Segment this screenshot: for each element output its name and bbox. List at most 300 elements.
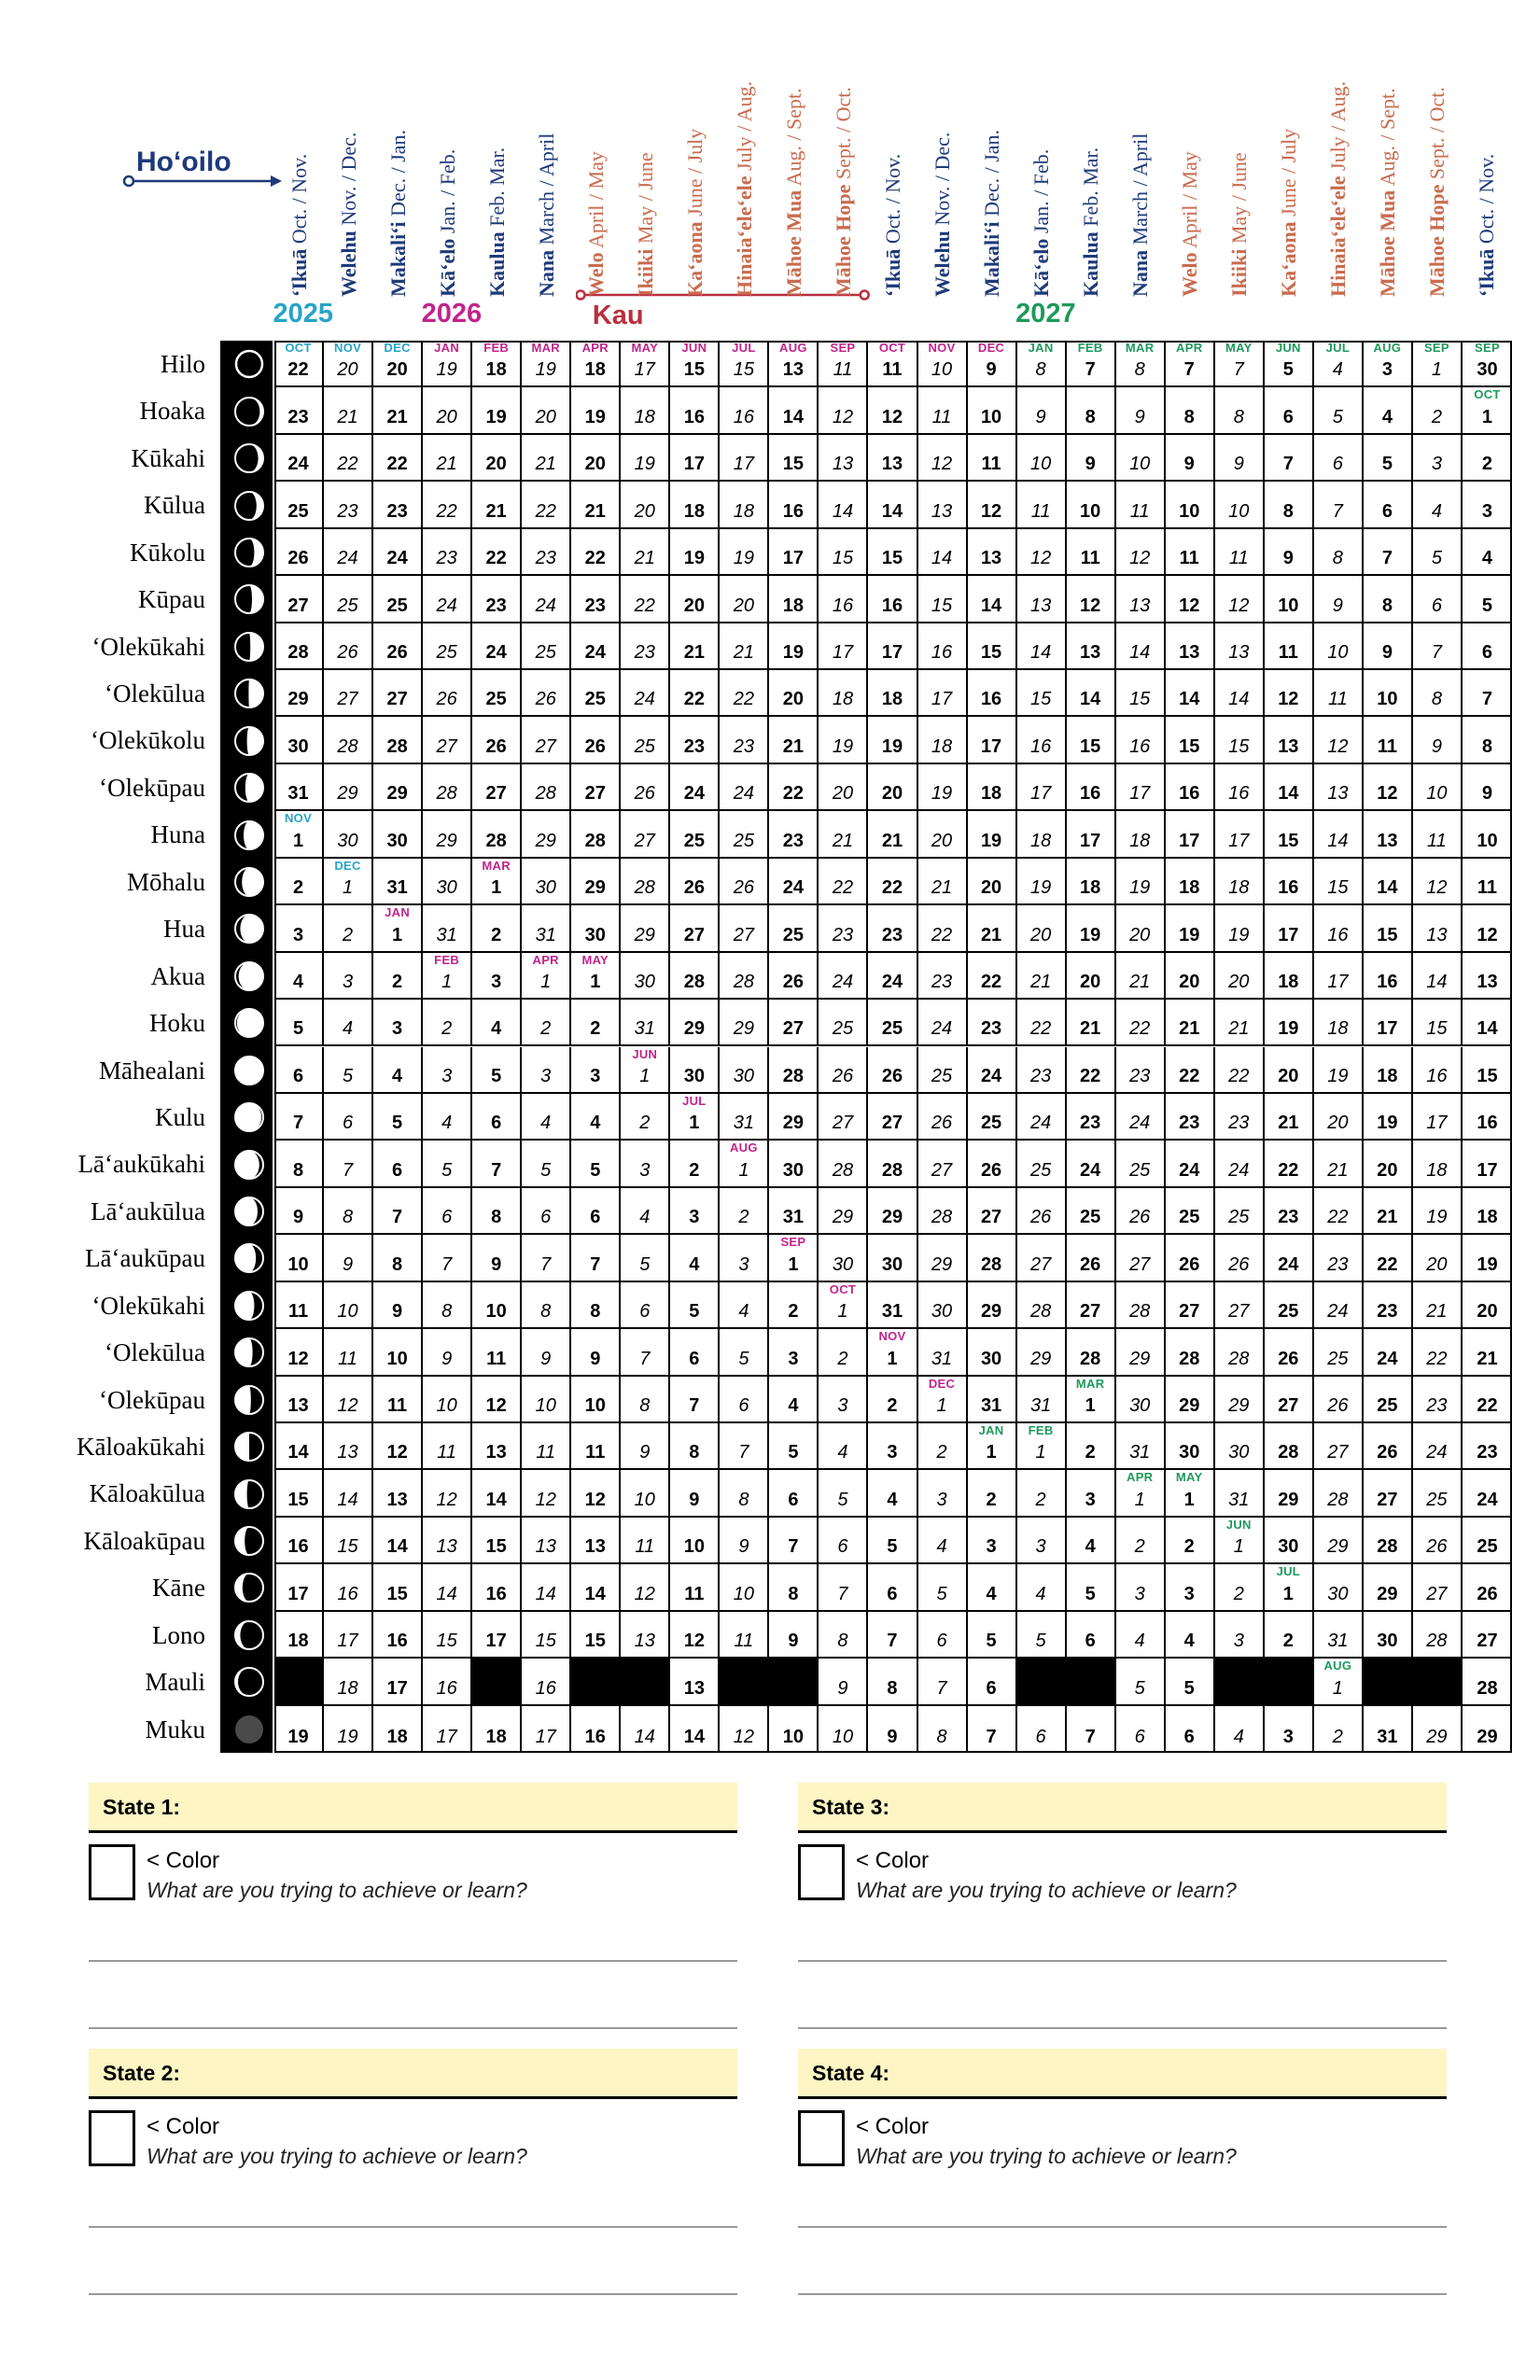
day-number: 17 xyxy=(733,454,754,475)
day-number: 20 xyxy=(683,595,705,616)
day-number: 8 xyxy=(639,1394,651,1416)
day-number: 14 xyxy=(881,500,903,522)
date-cell xyxy=(1265,1423,1314,1470)
date-cell xyxy=(472,1612,522,1659)
month-marker: NOV xyxy=(334,341,362,355)
date-cell xyxy=(1314,341,1364,387)
day-number: 11 xyxy=(1080,548,1100,569)
date-cell xyxy=(274,1377,324,1423)
date-cell xyxy=(1364,1706,1413,1753)
day-number: 29 xyxy=(683,1018,705,1040)
day-number: 24 xyxy=(1426,1442,1448,1463)
day-number: 12 xyxy=(931,454,953,475)
day-number: 22 xyxy=(733,689,754,710)
day-number: 7 xyxy=(1282,454,1294,475)
day-number: 10 xyxy=(287,1253,309,1275)
moon-calendar xyxy=(56,341,1540,1759)
date-cell xyxy=(1215,1188,1265,1235)
phase-name: ʻOlekūpau xyxy=(99,1385,205,1414)
day-number: 12 xyxy=(1477,924,1498,945)
date-cell xyxy=(522,1564,571,1611)
date-cell xyxy=(720,1470,769,1517)
day-number: 23 xyxy=(1477,1442,1498,1463)
moon-phase-icon xyxy=(233,537,265,568)
date-cell xyxy=(274,1659,324,1705)
day-number: 29 xyxy=(1426,1726,1448,1747)
date-cell xyxy=(1116,435,1166,482)
write-line[interactable] xyxy=(89,2293,737,2295)
day-number: 9 xyxy=(738,1536,749,1558)
day-number: 11 xyxy=(931,406,952,427)
day-number: 12 xyxy=(386,1442,408,1463)
year-label-2027: 2027 xyxy=(1015,299,1076,329)
month-header-name: ʻIkuā xyxy=(1475,248,1499,297)
write-line[interactable] xyxy=(89,2027,737,2029)
date-cell xyxy=(720,1094,769,1141)
date-cell xyxy=(868,1047,917,1094)
day-number: 27 xyxy=(683,924,705,945)
day-number: 21 xyxy=(1029,972,1052,993)
date-cell xyxy=(1364,1518,1413,1564)
day-number: 27 xyxy=(931,1159,953,1181)
day-number: 27 xyxy=(782,1018,805,1040)
date-cell xyxy=(1265,811,1314,858)
day-number: 25 xyxy=(485,689,507,710)
date-cell xyxy=(472,576,522,623)
date-cell xyxy=(1413,623,1463,670)
day-number: 20 xyxy=(1426,1253,1448,1275)
date-cell xyxy=(522,1282,571,1329)
month-header-name: Kaʻaona xyxy=(1277,221,1301,297)
date-cell xyxy=(1215,1000,1265,1046)
date-cell xyxy=(1413,1423,1463,1470)
month-header-2 xyxy=(386,130,411,297)
write-line[interactable] xyxy=(89,1960,737,1962)
moon-phase-icon xyxy=(233,631,265,663)
write-line[interactable] xyxy=(798,2226,1447,2228)
day-number: 1 xyxy=(1431,359,1442,381)
day-number: 10 xyxy=(1278,595,1299,616)
day-number: 17 xyxy=(535,1726,556,1747)
day-number: 9 xyxy=(1035,406,1046,427)
day-number: 13 xyxy=(1377,830,1398,851)
date-cell xyxy=(720,1000,769,1046)
date-cell xyxy=(472,1423,522,1470)
date-cell xyxy=(274,1329,324,1376)
date-cell xyxy=(1413,670,1463,717)
day-number: 11 xyxy=(1129,500,1150,522)
date-cell xyxy=(522,576,571,623)
day-number: 28 xyxy=(782,1065,805,1086)
moon-phase-icon xyxy=(233,348,265,380)
date-cell xyxy=(472,1282,522,1329)
date-cell xyxy=(621,670,670,717)
day-number: 4 xyxy=(540,1113,552,1134)
date-cell xyxy=(1413,482,1463,528)
date-cell xyxy=(571,1000,621,1046)
date-cell xyxy=(868,482,917,528)
day-number: 17 xyxy=(337,1631,358,1652)
date-cell xyxy=(522,1518,571,1564)
day-number: 18 xyxy=(1477,1207,1498,1228)
date-cell xyxy=(918,435,968,482)
write-line[interactable] xyxy=(89,2226,737,2228)
date-cell xyxy=(670,1470,720,1517)
day-number: 23 xyxy=(881,924,903,945)
day-number: 14 xyxy=(1129,642,1151,664)
month-header-9 xyxy=(733,81,757,297)
date-cell xyxy=(1116,1659,1166,1705)
date-cell xyxy=(373,1235,423,1281)
day-number: 16 xyxy=(584,1726,606,1747)
date-cell xyxy=(522,859,571,905)
day-number: 20 xyxy=(1327,1113,1349,1134)
month-header-name: Kāʻelo xyxy=(435,238,459,297)
write-line[interactable] xyxy=(798,2293,1447,2295)
moon-phase-icon xyxy=(233,1619,265,1651)
date-cell xyxy=(522,1329,571,1376)
date-cell xyxy=(769,623,819,670)
month-marker: MAR xyxy=(531,341,560,355)
state-prompt: What are you trying to achieve or learn? xyxy=(856,2144,1237,2168)
date-cell xyxy=(1314,529,1364,576)
date-cell xyxy=(423,1564,472,1611)
day-number: 6 xyxy=(491,1113,502,1134)
day-number: 7 xyxy=(1085,359,1096,381)
day-number: 11 xyxy=(1427,830,1447,851)
day-number: 22 xyxy=(1129,1018,1151,1040)
date-cell xyxy=(1265,341,1314,387)
state-title: State 3: xyxy=(798,1783,1447,1833)
date-cell xyxy=(819,529,868,576)
day-number: 7 xyxy=(887,1631,898,1652)
date-cell xyxy=(1017,859,1067,905)
date-cell xyxy=(571,529,621,576)
day-number: 27 xyxy=(1426,1583,1448,1604)
date-cell xyxy=(274,1564,324,1611)
day-number: 23 xyxy=(782,830,805,851)
date-cell xyxy=(472,1706,522,1753)
calendar-header xyxy=(0,0,1540,345)
date-cell xyxy=(373,953,423,1000)
day-number: 6 xyxy=(392,1159,403,1181)
day-number: 7 xyxy=(342,1159,354,1181)
date-cell xyxy=(720,387,769,434)
day-number: 7 xyxy=(837,1583,848,1604)
month-marker: FEB xyxy=(434,952,460,967)
date-cell xyxy=(324,1518,373,1564)
day-number: 19 xyxy=(287,1726,309,1747)
date-cell xyxy=(621,1282,670,1329)
date-cell xyxy=(1463,905,1512,952)
date-cell xyxy=(522,1612,571,1659)
day-number: 15 xyxy=(733,359,754,381)
day-number: 21 xyxy=(337,406,358,427)
date-cell xyxy=(1215,1282,1265,1329)
date-cell xyxy=(968,529,1017,576)
phase-name: ʻOlekūpau xyxy=(99,773,205,802)
day-number: 1 xyxy=(887,1348,898,1369)
day-number: 18 xyxy=(881,689,903,710)
day-number: 9 xyxy=(441,1348,453,1369)
date-cell xyxy=(324,1235,373,1281)
day-number: 31 xyxy=(1327,1631,1349,1652)
date-cell xyxy=(373,670,423,717)
date-cell xyxy=(1463,1377,1512,1423)
month-marker: JUL xyxy=(1325,341,1351,355)
day-number: 20 xyxy=(337,359,358,381)
date-cell xyxy=(968,1282,1017,1329)
day-number: 18 xyxy=(931,735,953,757)
day-number: 8 xyxy=(491,1207,502,1228)
day-number: 20 xyxy=(782,689,805,710)
month-header-23 xyxy=(1425,87,1449,297)
day-number: 1 xyxy=(1233,1536,1244,1558)
day-number: 14 xyxy=(1477,1018,1498,1040)
month-header-name: Kaulua xyxy=(484,231,509,297)
day-number: 17 xyxy=(782,548,805,569)
moon-phase-icon xyxy=(233,1666,265,1698)
write-line[interactable] xyxy=(798,2027,1447,2029)
date-cell xyxy=(1364,953,1413,1000)
date-cell xyxy=(1463,1706,1512,1753)
day-number: 23 xyxy=(1278,1207,1299,1228)
day-number: 27 xyxy=(1179,1301,1200,1323)
day-number: 6 xyxy=(1431,595,1442,616)
month-header-name: ʻIkuā xyxy=(881,248,904,297)
day-number: 29 xyxy=(1179,1394,1200,1416)
date-cell xyxy=(720,482,769,528)
day-number: 19 xyxy=(931,783,953,805)
day-number: 17 xyxy=(1228,830,1250,851)
day-number: 30 xyxy=(584,924,606,945)
day-number: 17 xyxy=(1129,783,1151,805)
date-cell xyxy=(670,1188,720,1235)
date-cell xyxy=(1116,576,1166,623)
date-cell xyxy=(373,576,423,623)
date-cell xyxy=(1265,859,1314,905)
date-cell xyxy=(868,387,917,434)
day-number: 5 xyxy=(887,1536,898,1558)
date-cell xyxy=(274,670,324,717)
moon-phase-icon xyxy=(233,913,265,945)
day-number: 9 xyxy=(292,1207,304,1228)
month-header-3 xyxy=(436,149,460,297)
date-cell xyxy=(1265,953,1314,1000)
date-cell xyxy=(1463,1564,1512,1611)
day-number: 4 xyxy=(1183,1631,1195,1652)
day-number: 8 xyxy=(292,1159,304,1181)
day-number: 6 xyxy=(1134,1726,1145,1747)
day-number: 5 xyxy=(1134,1677,1145,1699)
phase-name: Lāʻaukūpau xyxy=(85,1244,205,1273)
day-number: 27 xyxy=(535,735,556,757)
date-cell xyxy=(1463,1518,1512,1564)
day-number: 21 xyxy=(1278,1113,1299,1134)
day-number: 10 xyxy=(782,1726,805,1747)
day-number: 31 xyxy=(1228,1489,1250,1510)
day-number: 7 xyxy=(491,1159,502,1181)
day-number: 8 xyxy=(1431,689,1442,710)
date-cell xyxy=(324,811,373,858)
date-cell xyxy=(274,1518,324,1564)
date-cell xyxy=(274,576,324,623)
day-number: 6 xyxy=(837,1536,848,1558)
day-number: 17 xyxy=(634,359,655,381)
day-number: 18 xyxy=(485,1726,507,1747)
date-cell xyxy=(670,859,720,905)
day-number: 26 xyxy=(1080,1253,1101,1275)
day-number: 1 xyxy=(590,972,601,993)
day-number: 12 xyxy=(634,1583,655,1604)
month-header-range: March / April xyxy=(1128,133,1153,245)
day-number: 21 xyxy=(931,877,953,899)
day-number: 21 xyxy=(1426,1301,1448,1323)
moon-phase-icon xyxy=(233,819,265,851)
date-cell xyxy=(1265,1470,1314,1517)
month-header-range: Nov. / Dec. xyxy=(931,132,955,226)
day-number: 8 xyxy=(1134,359,1145,381)
date-cell xyxy=(1067,1659,1116,1705)
date-cell xyxy=(621,1094,670,1141)
day-number: 15 xyxy=(1477,1065,1498,1086)
day-number: 31 xyxy=(634,1018,655,1040)
date-cell xyxy=(373,811,423,858)
kau-season-label: Kau xyxy=(592,301,644,330)
day-number: 29 xyxy=(1129,1348,1151,1369)
date-cell xyxy=(571,764,621,811)
day-number: 24 xyxy=(881,972,903,993)
date-cell xyxy=(670,1612,720,1659)
day-number: 6 xyxy=(441,1207,453,1228)
date-cell xyxy=(621,811,670,858)
date-cell xyxy=(1314,717,1364,763)
day-number: 31 xyxy=(436,924,457,945)
date-cell xyxy=(1265,576,1314,623)
day-number: 9 xyxy=(1332,595,1343,616)
color-swatch[interactable] xyxy=(89,2110,135,2166)
date-cell xyxy=(1463,387,1512,434)
day-number: 21 xyxy=(1080,1018,1101,1040)
day-number: 8 xyxy=(392,1253,403,1275)
month-marker: NOV xyxy=(284,811,313,826)
date-cell xyxy=(1314,576,1364,623)
date-cell xyxy=(1215,905,1265,952)
month-marker: FEB xyxy=(1028,1422,1054,1437)
date-cell xyxy=(968,953,1017,1000)
day-number: 16 xyxy=(1426,1065,1448,1086)
phase-name: Māhealani xyxy=(99,1056,205,1085)
date-cell xyxy=(423,1518,472,1564)
date-cell xyxy=(324,1282,373,1329)
date-cell xyxy=(522,717,571,763)
month-marker: SEP xyxy=(1475,341,1500,355)
day-number: 2 xyxy=(441,1018,453,1040)
date-cell xyxy=(769,1470,819,1517)
day-number: 17 xyxy=(832,642,854,664)
date-cell xyxy=(423,1659,472,1705)
day-number: 22 xyxy=(337,454,358,475)
color-swatch[interactable] xyxy=(89,1844,135,1900)
date-cell xyxy=(373,717,423,763)
month-header-range: Feb. Mar. xyxy=(484,147,509,227)
moon-phase-icon xyxy=(233,1290,265,1322)
date-cell xyxy=(1116,764,1166,811)
date-cell xyxy=(1116,1377,1166,1423)
color-swatch[interactable] xyxy=(798,1844,845,1900)
date-cell xyxy=(769,1141,819,1187)
day-number: 15 xyxy=(436,1631,457,1652)
day-number: 13 xyxy=(337,1442,358,1463)
month-marker: JAN xyxy=(978,1422,1004,1437)
date-cell xyxy=(1265,1377,1314,1423)
date-cell xyxy=(1166,1518,1215,1564)
day-number: 14 xyxy=(782,406,805,427)
day-number: 29 xyxy=(337,783,358,805)
day-number: 25 xyxy=(1129,1159,1151,1181)
day-number: 4 xyxy=(1381,406,1393,427)
date-cell xyxy=(918,1188,968,1235)
date-cell xyxy=(670,717,720,763)
day-number: 26 xyxy=(1179,1253,1200,1275)
date-cell xyxy=(968,859,1017,905)
day-number: 13 xyxy=(1327,783,1349,805)
month-marker: OCT xyxy=(829,1281,857,1296)
date-cell xyxy=(472,1094,522,1141)
date-cell xyxy=(522,341,571,387)
month-header-range: June / July xyxy=(682,128,707,217)
day-number: 27 xyxy=(1228,1301,1250,1323)
color-swatch[interactable] xyxy=(798,2110,845,2166)
moon-phase-icon xyxy=(233,1431,265,1463)
month-marker: JUN xyxy=(1225,1517,1252,1532)
date-cell xyxy=(423,576,472,623)
day-number: 1 xyxy=(441,972,453,993)
day-number: 30 xyxy=(931,1301,953,1323)
day-number: 19 xyxy=(683,548,705,569)
month-header-4 xyxy=(485,147,510,297)
day-number: 30 xyxy=(1327,1583,1349,1604)
date-cell xyxy=(670,953,720,1000)
date-cell xyxy=(472,859,522,905)
day-number: 9 xyxy=(1233,454,1244,475)
day-number: 2 xyxy=(936,1442,947,1463)
date-cell xyxy=(423,482,472,528)
date-cell xyxy=(819,1564,868,1611)
day-number: 28 xyxy=(535,783,556,805)
date-cell xyxy=(868,1706,917,1753)
day-number: 24 xyxy=(1179,1159,1200,1181)
date-cell xyxy=(769,1000,819,1046)
date-cell xyxy=(769,1612,819,1659)
day-number: 14 xyxy=(386,1536,408,1558)
date-cell xyxy=(472,529,522,576)
day-number: 19 xyxy=(733,548,754,569)
date-cell xyxy=(1067,1000,1116,1046)
date-cell xyxy=(968,1659,1017,1705)
day-number: 23 xyxy=(436,548,457,569)
date-cell xyxy=(1314,764,1364,811)
day-number: 12 xyxy=(1179,595,1200,616)
day-number: 19 xyxy=(634,454,655,475)
date-cell xyxy=(1215,1423,1265,1470)
date-cell xyxy=(1413,1518,1463,1564)
write-line[interactable] xyxy=(798,1960,1447,1962)
date-cell xyxy=(968,717,1017,763)
day-number: 25 xyxy=(733,830,754,851)
date-cell xyxy=(1017,341,1067,387)
day-number: 30 xyxy=(1179,1442,1200,1463)
